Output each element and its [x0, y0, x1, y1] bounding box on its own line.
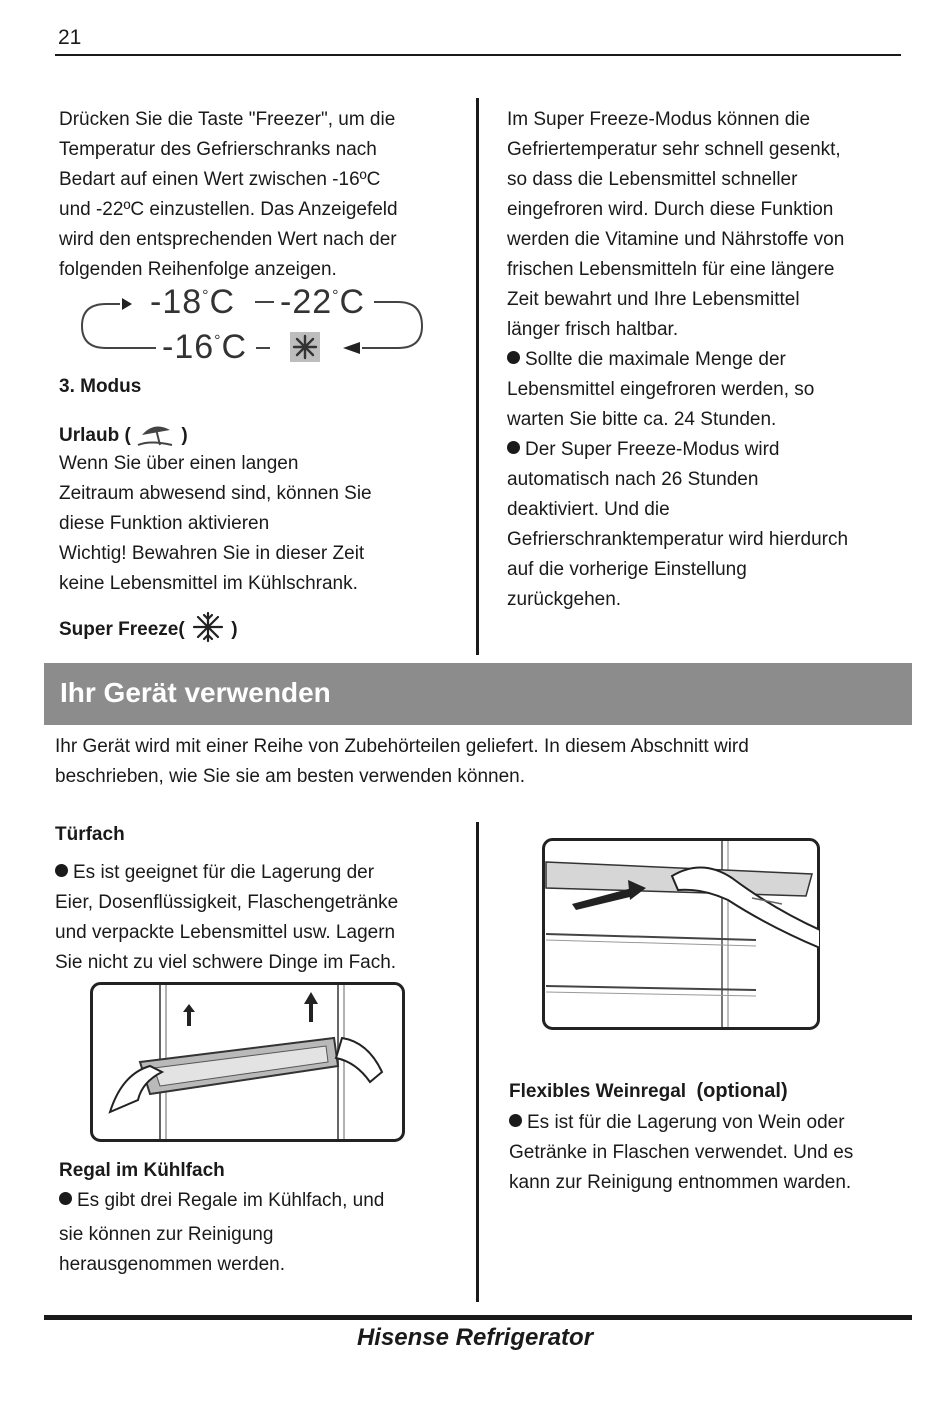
- text-line: folgenden Reihenfolge anzeigen.: [59, 259, 337, 280]
- page-number: 21: [58, 26, 82, 49]
- text-line: Gefrierschranktemperatur wird hierdurch: [507, 529, 849, 550]
- text-line: so dass die Lebensmittel schneller: [507, 169, 798, 190]
- bullet-item: Es gibt drei Regale im Kühlfach, und: [59, 1186, 479, 1216]
- section-banner: [44, 663, 912, 725]
- door-shelf-illustration: [90, 982, 405, 1142]
- text-line: werden die Vitamine und Nährstoffe von: [507, 229, 845, 250]
- text-line: diese Funktion aktivieren: [59, 513, 270, 534]
- urlaub-description: [59, 449, 469, 599]
- bullet-item: Sollte die maximale Menge der: [507, 345, 907, 375]
- text-line: Wenn Sie über einen langen: [59, 453, 299, 474]
- text-line: Eier, Dosenflüssigkeit, Flaschengetränke: [55, 892, 399, 913]
- text-line: Wichtig! Bewahren Sie in dieser Zeit: [59, 543, 365, 564]
- bullet-icon: [55, 864, 68, 877]
- text-line: Sie nicht zu viel schwere Dinge im Fach.: [55, 952, 397, 973]
- bullet-icon: [59, 1192, 72, 1205]
- section-heading-mode: 3. Modus: [59, 376, 142, 397]
- text-line: herausgenommen werden.: [59, 1254, 286, 1275]
- text-line: auf die vorherige Einstellung: [507, 559, 747, 580]
- text-line: länger frisch haltbar.: [507, 319, 679, 340]
- super-freeze-heading: Super Freeze( ): [59, 610, 238, 644]
- temperature-sequence-diagram: [78, 282, 428, 367]
- text-line: Lebensmittel eingefroren werden, so: [507, 379, 815, 400]
- text-line: beschrieben, wie Sie sie am besten verwenden können.: [55, 766, 526, 787]
- footer-rule: [44, 1315, 912, 1320]
- temp-value-minus-16: -16°C: [162, 328, 248, 366]
- text-line: Gefriertemperatur sehr schnell gesenkt,: [507, 139, 841, 160]
- text-line: Temperatur des Gefrierschranks nach: [59, 139, 377, 160]
- text-line: sie können zur Reinigung: [59, 1224, 274, 1245]
- text-line: und -22ºC einzustellen. Das Anzeigefeld: [59, 199, 398, 220]
- snowflake-icon: [290, 332, 320, 362]
- text-line: wird den entsprechenden Wert nach der: [59, 229, 397, 250]
- bullet-icon: [509, 1114, 522, 1127]
- temp-value-minus-18: -18°C: [150, 283, 236, 321]
- text-line: Im Super Freeze-Modus können die: [507, 109, 811, 130]
- text-line: Getränke in Flaschen verwendet. Und es: [509, 1142, 854, 1163]
- text-line: und verpackte Lebensmittel usw. Lagern: [55, 922, 396, 943]
- text-line: Drücken Sie die Taste "Freezer", um die: [59, 109, 396, 130]
- text-line: warten Sie bitte ca. 24 Stunden.: [507, 409, 777, 430]
- text-line: Bedart auf einen Wert zwischen -16ºC: [59, 169, 381, 190]
- bullet-icon: [507, 351, 520, 364]
- text-line: Zeit bewahrt und Ihre Lebensmittel: [507, 289, 800, 310]
- text-line: Ihr Gerät wird mit einer Reihe von Zubehörteilen geliefert. In diesem Abschnitt wird: [55, 736, 749, 757]
- super-freeze-description: [507, 105, 907, 615]
- column-divider-top: [476, 98, 479, 655]
- footer-brand: Hisense Refrigerator: [356, 1324, 594, 1351]
- text-line: kann zur Reinigung entnommen warden.: [509, 1172, 852, 1193]
- text-line: frischen Lebensmitteln für eine längere: [507, 259, 835, 280]
- snowflake-icon: [190, 610, 226, 650]
- door-shelf-description: [55, 858, 475, 978]
- bullet-icon: [507, 441, 520, 454]
- text-line: keine Lebensmittel im Kühlschrank.: [59, 573, 358, 594]
- text-line: deaktiviert. Und die: [507, 499, 670, 520]
- fridge-shelf-heading: Regal im Kühlfach: [59, 1160, 225, 1181]
- temp-value-minus-22: -22°C: [280, 283, 366, 321]
- section-intro: [55, 732, 915, 792]
- urlaub-heading: Urlaub ( ): [59, 418, 188, 448]
- wine-rack-illustration: [542, 838, 820, 1030]
- bullet-item: Es ist geeignet für die Lagerung der: [55, 858, 475, 888]
- text-line: automatisch nach 26 Stunden: [507, 469, 759, 490]
- section-title: Ihr Gerät verwenden: [60, 677, 331, 708]
- text-line: zurückgehen.: [507, 589, 622, 610]
- text-line: eingefroren wird. Durch diese Funktion: [507, 199, 834, 220]
- header-rule: [55, 54, 901, 56]
- wine-rack-description: [509, 1108, 909, 1198]
- wine-rack-heading: Flexibles Weinregal (optional): [509, 1080, 788, 1102]
- bullet-item: Es ist für die Lagerung von Wein oder: [509, 1108, 909, 1138]
- door-shelf-heading: Türfach: [55, 824, 125, 845]
- text-line: Zeitraum abwesend sind, können Sie: [59, 483, 372, 504]
- sequence-loop-arrows: [78, 282, 428, 367]
- fridge-shelf-description: [59, 1186, 479, 1280]
- freezer-instructions: [59, 105, 469, 285]
- bullet-item: Der Super Freeze-Modus wird: [507, 435, 907, 465]
